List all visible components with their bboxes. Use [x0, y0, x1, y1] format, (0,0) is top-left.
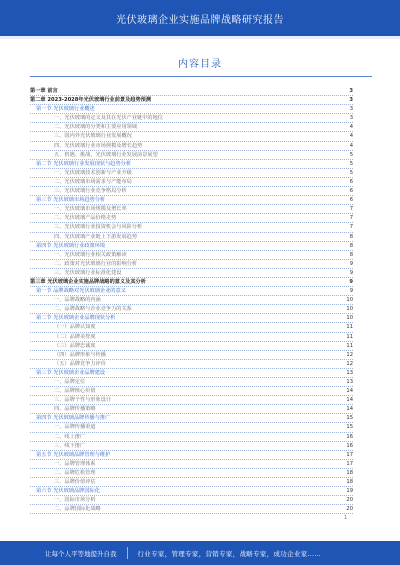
- toc-entry-title: 三、光伏玻璃行业投资机会与风险分析: [54, 224, 143, 231]
- toc-entry[interactable]: [30, 414, 353, 423]
- toc-entry-page: 14: [346, 388, 353, 395]
- toc-entry-page: 20: [346, 506, 353, 513]
- toc-entry[interactable]: [30, 178, 353, 187]
- toc-entry[interactable]: [30, 132, 353, 141]
- toc-entry-title: 二、品牌战略与企业竞争力的关系: [54, 306, 132, 313]
- toc-entry-page: 15: [346, 415, 353, 422]
- toc-entry-page: 8: [349, 242, 353, 249]
- toc-entry[interactable]: [30, 296, 353, 305]
- document-footer: [0, 541, 400, 565]
- toc-entry-title: 二、品牌国际化战略: [54, 506, 101, 513]
- toc-entry-page: 17: [346, 460, 353, 467]
- toc-entry-title: 四、光伏玻璃产业链上下游发展趋势: [54, 233, 138, 240]
- toc-entry-page: 10: [346, 306, 353, 313]
- toc-entry[interactable]: [30, 205, 353, 214]
- toc-entry-title: 一、国际市场分析: [54, 497, 96, 504]
- toc-entry[interactable]: [30, 478, 353, 487]
- toc-entry-page: 7: [349, 224, 353, 231]
- toc-entry-page: 8: [349, 233, 353, 240]
- footer-tagline: 行业专家，管理专家，营销专家，战略专家，成功企业家……: [137, 549, 322, 558]
- toc-entry-page: 4: [349, 124, 353, 131]
- toc-entry-title: 三、品牌个性与形象设计: [54, 397, 112, 404]
- toc-entry-page: 3: [349, 97, 353, 104]
- toc-entry-title: 第三章 光伏玻璃企业实施品牌战略的意义及其分析: [30, 278, 146, 285]
- toc-entry-title: 一、光伏玻璃市场规模及增长率: [54, 206, 127, 213]
- toc-entry-page: 11: [346, 324, 353, 331]
- toc-entry[interactable]: [30, 405, 353, 414]
- toc-entry-title: （三）品牌忠诚度: [54, 342, 96, 349]
- toc-entry-title: 五、机遇、挑战、光伏玻璃行业发展前景展望: [54, 151, 158, 158]
- toc-entry-title: 第四节 光伏玻璃品牌传播与推广: [36, 415, 111, 422]
- toc-entry[interactable]: [30, 278, 353, 287]
- page-number: 1: [344, 515, 348, 521]
- toc-entry-title: 二、政策对光伏玻璃行业的影响分析: [54, 260, 138, 267]
- toc-entry-title: 三、线下推广: [54, 442, 86, 449]
- toc-entry[interactable]: [30, 260, 353, 269]
- toc-entry[interactable]: [30, 169, 353, 178]
- toc-entry[interactable]: [30, 433, 353, 442]
- toc-entry[interactable]: [30, 314, 353, 323]
- toc-entry-title: 三、光伏玻璃行业标准化建设: [54, 269, 122, 276]
- toc-entry-title: 二、光伏玻璃的分类和主要应用领域: [54, 124, 138, 131]
- toc-entry[interactable]: [30, 423, 353, 432]
- toc-entry[interactable]: [30, 114, 353, 123]
- toc-entry[interactable]: [30, 378, 353, 387]
- toc-entry[interactable]: [30, 387, 353, 396]
- toc-entry[interactable]: [30, 87, 353, 96]
- toc-entry[interactable]: [30, 323, 353, 332]
- toc-entry-title: 第二节 光伏玻璃行业发展现状与趋势分析: [36, 160, 132, 167]
- toc-entry[interactable]: [30, 369, 353, 378]
- toc-entry[interactable]: [30, 96, 353, 105]
- toc-entry-title: 一、光伏玻璃技术创新与产业升级: [54, 169, 132, 176]
- toc-entry-page: 17: [346, 451, 353, 458]
- toc-entry[interactable]: [30, 251, 353, 260]
- toc-entry[interactable]: [30, 342, 353, 351]
- toc-entry-page: 4: [349, 142, 353, 149]
- toc-entry[interactable]: [30, 214, 353, 223]
- toc-entry[interactable]: [30, 242, 353, 251]
- toc-entry[interactable]: [30, 496, 353, 505]
- toc-entry-title: 第三节 光伏玻璃市场趋势分析: [36, 197, 106, 204]
- toc-entry-page: 18: [346, 479, 353, 486]
- toc-entry[interactable]: [30, 269, 353, 278]
- toc-entry-page: 14: [346, 406, 353, 413]
- toc-entry[interactable]: [30, 151, 353, 160]
- toc-entry-title: 一、品牌战略的内涵: [54, 297, 101, 304]
- document-title: 光伏玻璃企业实施品牌战略研究报告: [116, 14, 284, 26]
- toc-entry-title: 一、光伏玻璃行业相关政策解读: [54, 251, 127, 258]
- toc-entry-page: 7: [349, 206, 353, 213]
- toc-entry-page: 10: [346, 297, 353, 304]
- toc-entry-title: 一、品牌定位: [54, 379, 86, 385]
- toc-entry-title: 四、光伏玻璃行业市场规模及增长趋势: [54, 142, 143, 149]
- toc-entry[interactable]: [30, 123, 353, 132]
- toc-entry-page: 12: [346, 360, 353, 367]
- toc-entry[interactable]: [30, 469, 353, 478]
- toc-entry-page: 7: [349, 215, 353, 222]
- toc-entry[interactable]: [30, 505, 353, 514]
- toc-entry[interactable]: [30, 451, 353, 460]
- toc-entry-title: 一、品牌传播渠道: [54, 424, 96, 431]
- toc-entry-page: 6: [349, 188, 353, 195]
- toc-entry-page: 16: [346, 433, 353, 440]
- toc-entry-page: 5: [349, 151, 353, 158]
- header-divider: [0, 36, 400, 39]
- toc-entry[interactable]: [30, 460, 353, 469]
- toc-entry-title: 第五节 光伏玻璃品牌管理与维护: [36, 451, 111, 458]
- toc-entry-page: 5: [349, 169, 353, 176]
- toc-entry-page: 13: [346, 379, 353, 385]
- toc-entry-title: 二、品牌核心价值: [54, 388, 96, 395]
- toc-entry[interactable]: [30, 396, 353, 405]
- toc-entry-page: 10: [346, 315, 353, 322]
- toc-entry[interactable]: [30, 105, 353, 114]
- toc-entry[interactable]: [30, 196, 353, 205]
- toc-entry-title: 三、国内外光伏玻璃行业发展概况: [54, 133, 132, 140]
- toc-entry-title: （一）品牌认知度: [54, 324, 96, 331]
- toc-entry-title: 第一章 前言: [30, 88, 58, 94]
- toc-entry-page: 19: [346, 488, 353, 495]
- toc-entry-title: 第四节 光伏玻璃行业政策环境: [36, 242, 106, 249]
- toc-entry-title: （五）品牌竞争力评价: [54, 360, 106, 367]
- toc-entry-title: 二、品牌危机管理: [54, 469, 96, 476]
- toc-entry-page: 20: [346, 497, 353, 504]
- toc-entry-page: 8: [349, 251, 353, 258]
- toc-entry-page: 9: [349, 260, 353, 267]
- toc-entry-page: 14: [346, 397, 353, 404]
- toc-entry-title: （四）品牌形象与传播: [54, 351, 106, 358]
- toc-entry[interactable]: [30, 187, 353, 196]
- toc-entry[interactable]: [30, 333, 353, 342]
- toc-list: [30, 87, 353, 514]
- toc-entry-page: 6: [349, 178, 353, 185]
- toc-entry-page: 11: [346, 333, 353, 340]
- toc-entry[interactable]: [30, 360, 353, 369]
- toc-entry-page: 3: [349, 106, 353, 113]
- toc-entry[interactable]: [30, 233, 353, 242]
- toc-entry-title: 第二节 光伏玻璃企业品牌现状分析: [36, 315, 116, 322]
- toc-entry-title: 三、光伏玻璃行业竞争格局分析: [54, 188, 127, 195]
- toc-entry-page: 3: [349, 88, 353, 94]
- toc-entry-page: 3: [349, 115, 353, 122]
- toc-entry[interactable]: [30, 142, 353, 151]
- toc-entry-page: 9: [349, 269, 353, 276]
- toc-entry-title: 二、线上推广: [54, 433, 86, 440]
- toc-entry-title: （二）品牌美誉度: [54, 333, 96, 340]
- toc-title: 内容目录: [178, 59, 222, 70]
- toc-entry-title: 四、品牌传播策略: [54, 406, 96, 413]
- toc-entry[interactable]: [30, 287, 353, 296]
- document-header: [0, 0, 400, 36]
- toc-entry-title: 第六节 光伏玻璃品牌国际化: [36, 488, 100, 495]
- toc-entry-title: 一、光伏玻璃的定义及其在光伏产业链中的地位: [54, 115, 163, 122]
- toc-entry[interactable]: [30, 305, 353, 314]
- toc-entry-page: 9: [349, 278, 353, 285]
- toc-divider: [30, 76, 372, 77]
- toc-entry-title: 三、品牌价值评估: [54, 479, 96, 486]
- toc-entry-title: 第一节 品牌战略对光伏玻璃企业的意义: [36, 288, 126, 295]
- toc-entry-title: 二、光伏玻璃市场需求与产能布局: [54, 178, 132, 185]
- toc-entry[interactable]: [30, 160, 353, 169]
- toc-entry-title: 二、光伏玻璃产品价格走势: [54, 215, 117, 222]
- toc-entry-title: 第一节 光伏玻璃行业概述: [36, 106, 95, 113]
- toc-entry-title: 第二章 2023-2028年光伏玻璃行业前景及趋势预测: [30, 97, 152, 104]
- toc-entry-page: 4: [349, 133, 353, 140]
- toc-entry-page: 12: [346, 351, 353, 358]
- toc-entry-page: 6: [349, 197, 353, 204]
- toc-entry[interactable]: [30, 351, 353, 360]
- footer-separator: [127, 547, 128, 559]
- toc-entry-page: 13: [346, 369, 353, 376]
- toc-entry-page: 9: [349, 288, 353, 295]
- footer-slogan: 让每个人平等地提升自我: [45, 549, 117, 558]
- toc-entry-title: 一、品牌管理体系: [54, 460, 96, 467]
- toc-entry-title: 第三节 光伏玻璃企业品牌建设: [36, 369, 106, 376]
- toc-entry-page: 16: [346, 442, 353, 449]
- toc-entry-page: 5: [349, 160, 353, 167]
- toc-entry[interactable]: [30, 442, 353, 451]
- toc-entry[interactable]: [30, 223, 353, 232]
- toc-entry-page: 15: [346, 424, 353, 431]
- toc-entry-page: 11: [346, 342, 353, 349]
- toc-entry-page: 18: [346, 469, 353, 476]
- toc-entry[interactable]: [30, 487, 353, 496]
